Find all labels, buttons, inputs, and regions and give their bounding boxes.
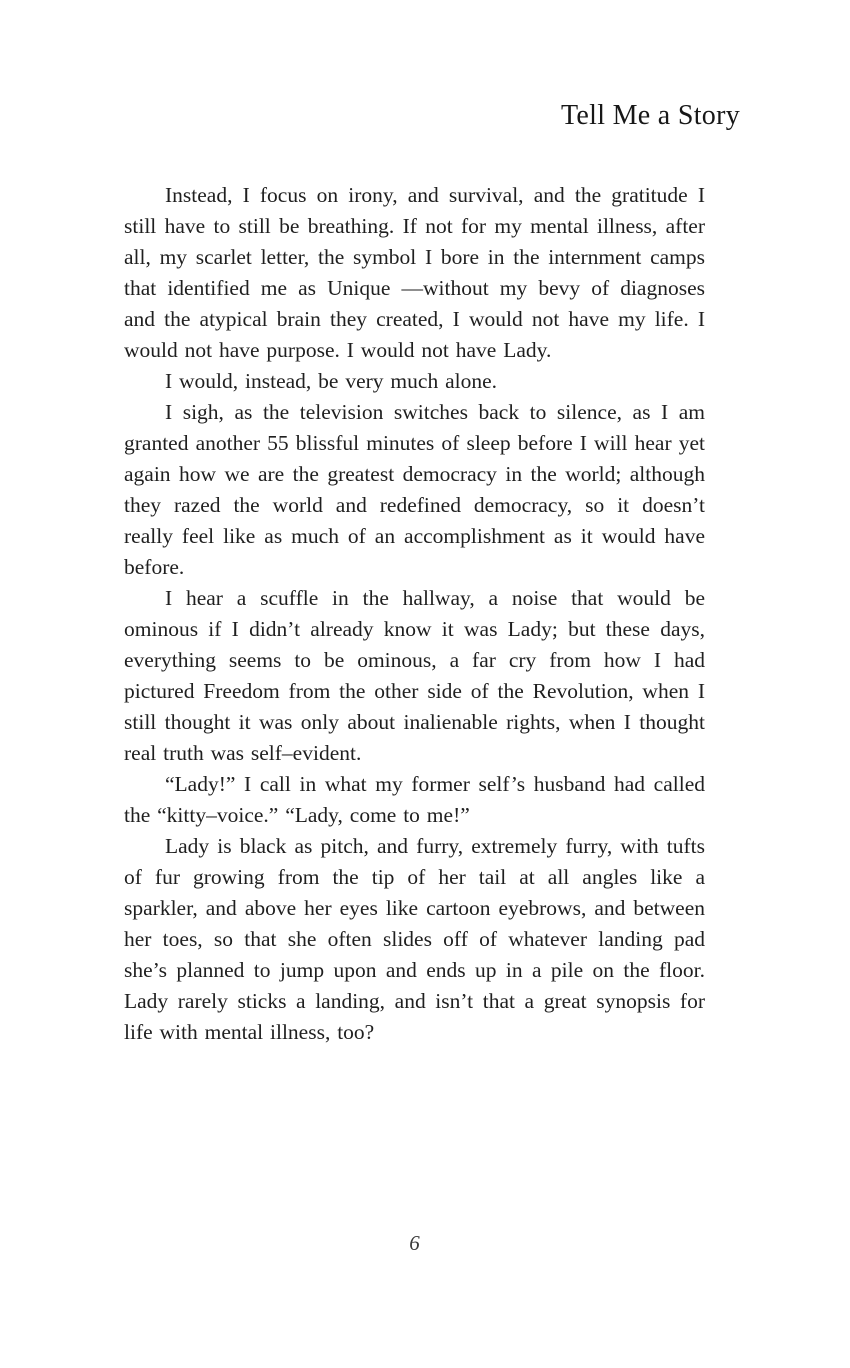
paragraph: Lady is black as pitch, and furry, extremely furry, with tufts of fur growing from the tip of her tail at all angles like a sparkler, and above her eyes like cartoon eyebrows, and between her toes, so that she often slides off of whatever landing pad she’s planned to jump upon and ends up in a pile on the floor. Lady rarely sticks a landing, and isn’t that a great synopsis for life with mental illness, too?	[124, 834, 705, 1044]
paragraph: Instead, I focus on irony, and survival, and the gratitude I still have to still be breathing. If not for my mental illness, after all, my scarlet letter, the symbol I bore in the internment camps that identified me as Unique —without my bevy of diagnoses and the atypical brain they created, I would not have my life. I would not have purpose. I would not have Lady.	[124, 183, 705, 362]
paragraph: “Lady!” I call in what my former self’s husband had called the “kitty–voice.” “Lady, come to me!”	[124, 772, 705, 827]
paragraph: I sigh, as the television switches back to silence, as I am granted another 55 blissful minutes of sleep before I will hear yet again how we are the greatest democracy in the world; although they razed the world and redefined democracy, so it doesn’t really feel like as much of an accomplishment as it would have before.	[124, 400, 705, 579]
page-footer	[124, 1231, 705, 1256]
paragraph: I hear a scuffle in the hallway, a noise that would be ominous if I didn’t already know it was Lady; but these days, everything seems to be ominous, a far cry from how I had pictured Freedom from the other side of the Revolution, when I still thought it was only about inalienable rights, when I thought real truth was self–evident.	[124, 586, 705, 765]
page-number: 6	[409, 1231, 420, 1255]
running-head-title: Tell Me a Story	[560, 100, 740, 131]
page-body	[124, 180, 705, 1048]
paragraph: I would, instead, be very much alone.	[165, 369, 498, 393]
